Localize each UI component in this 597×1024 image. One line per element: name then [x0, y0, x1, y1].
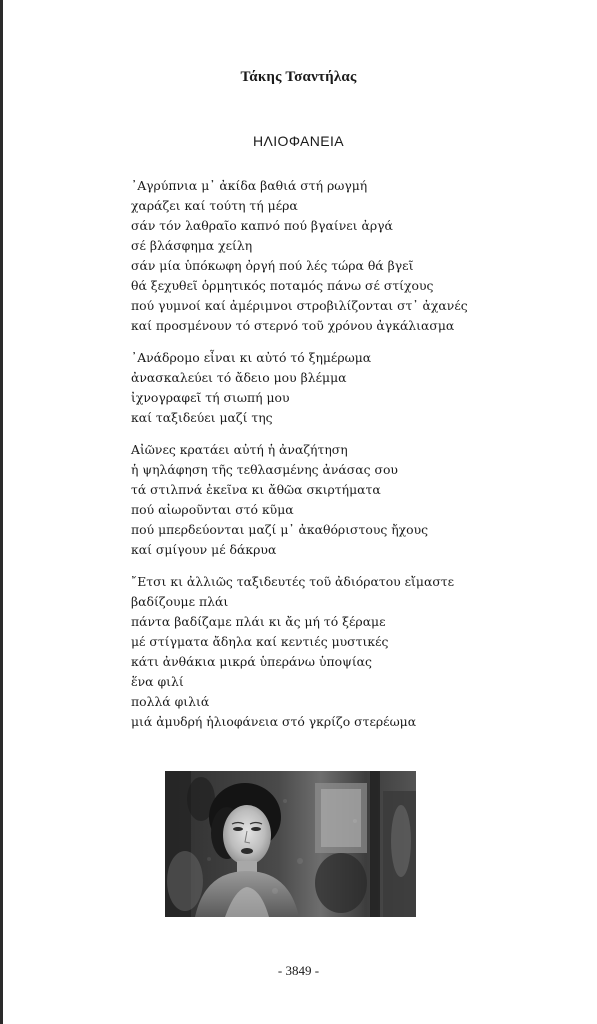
poem-line: πού αἰωροῦνται στό κῦμα: [131, 502, 294, 517]
poem-line: πού μπερδεύονται μαζί μ᾿ ἀκαθόριστους ἤχους: [131, 522, 429, 537]
poem-line: ἀνασκαλεύει τό ἄδειο μου βλέμμα: [131, 370, 347, 385]
poem-line: τά στιλπνά ἐκεῖνα κι ἄθῶα σκιρτήματα: [131, 482, 381, 497]
poem-line: σέ βλάσφημα χείλη: [131, 238, 253, 253]
poem-line: πού γυμνοί καί ἀμέριμνοι στροβιλίζονται στ᾿ ἀχανές: [131, 298, 468, 313]
portrait-photo: [165, 771, 416, 917]
poem-line: ῎Ετσι κι ἀλλιῶς ταξιδευτές τοῦ ἀδιόρατου εἴμαστε: [131, 574, 455, 589]
stanza-4: [131, 572, 468, 732]
poem-line: πάντα βαδίζαμε πλάι κι ἄς μή τό ξέραμε: [131, 614, 386, 629]
poem-line: Αἰῶνες κρατάει αὐτή ἡ ἀναζήτηση: [131, 442, 348, 457]
poem-line: καί ταξιδεύει μαζί της: [131, 410, 273, 425]
poem-line: μέ στίγματα ἄδηλα καί κεντιές μυστικές: [131, 634, 389, 649]
poem-line: ᾿Αγρύπνια μ᾿ ἀκίδα βαθιά στή ρωγμή: [131, 178, 368, 193]
stanza-3: [131, 440, 468, 560]
page-edge-rule: [0, 0, 3, 1024]
poem-line: ᾿Ανάδρομο εἶναι κι αὐτό τό ξημέρωμα: [131, 350, 372, 365]
poem-title: ΗΛΙΟΦΑΝΕΙΑ: [252, 133, 345, 149]
poem-line: καί προσμένουν τό στερνό τοῦ χρόνου ἀγκάλιασμα: [131, 318, 455, 333]
poem-line: μιά ἀμυδρή ἡλιοφάνεια στό γκρίζο στερέωμα: [131, 714, 417, 729]
poem-line: κάτι ἀνθάκια μικρά ὑπεράνω ὑποψίας: [131, 654, 372, 669]
poem-body: [131, 176, 468, 744]
poem-line: ἕνα φιλί: [131, 674, 184, 689]
poem-line: βαδίζουμε πλάι: [131, 594, 229, 609]
poem-line: σάν τόν λαθραῖο καπνό πού βγαίνει ἀργά: [131, 218, 393, 233]
poem-line: καί σμίγουν μέ δάκρυα: [131, 542, 277, 557]
poem-line: πολλά φιλιά: [131, 694, 210, 709]
poem-line: χαράζει καί τούτη τή μέρα: [131, 198, 298, 213]
poem-line: σάν μία ὑπόκωφη ὀργή πού λές τώρα θά βγεῖ: [131, 258, 414, 273]
stanza-1: [131, 176, 468, 336]
poem-line: θά ξεχυθεῖ ὁρμητικός ποταμός πάνω σέ στίχους: [131, 278, 434, 293]
author-name: Τάκης Τσαντήλας: [240, 69, 357, 85]
page-number: - 3849 -: [277, 963, 320, 978]
poem-line: ἡ ψηλάφηση τῆς τεθλασμένης ἀνάσας σου: [131, 462, 398, 477]
poem-line: ἰχνογραφεῖ τή σιωπή μου: [131, 390, 290, 405]
stanza-2: [131, 348, 468, 428]
